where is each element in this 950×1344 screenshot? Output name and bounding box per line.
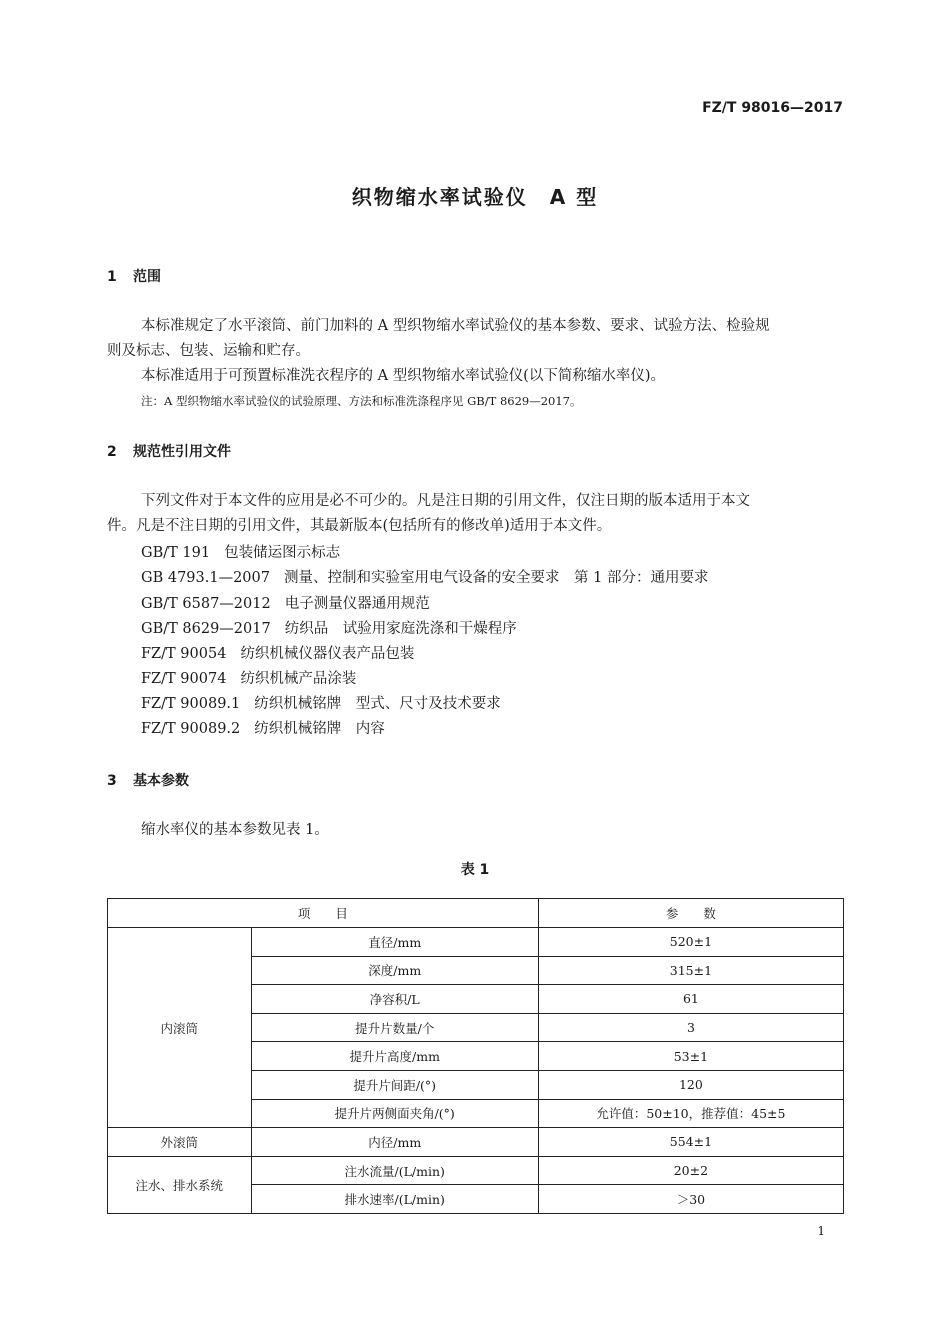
param-name: 注水流量/(L/min) — [251, 1156, 538, 1185]
param-value: 520±1 — [538, 928, 843, 957]
param-value: 20±2 — [538, 1156, 843, 1185]
scope-paragraph-1-line-1: 本标准规定了水平滚筒、前门加料的 A 型织物缩水率试验仪的基本参数、要求、试验方法、检验规 — [141, 318, 770, 334]
params-intro: 缩水率仪的基本参数见表 1。 — [141, 822, 329, 838]
section-2-heading — [107, 441, 231, 461]
param-value: 554±1 — [538, 1128, 843, 1157]
reference-title: 纺织机械仪器仪表产品包装 — [240, 646, 415, 662]
table-header-row — [108, 899, 844, 928]
param-value: ＞30 — [538, 1185, 843, 1214]
reference-item — [141, 617, 517, 638]
param-value: 3 — [538, 1013, 843, 1042]
reference-item — [141, 541, 340, 562]
section-number: 3 — [107, 773, 117, 789]
reference-code: GB/T 6587—2012 — [141, 596, 271, 612]
param-name: 内径/mm — [251, 1128, 538, 1157]
group-outer-drum: 外滚筒 — [108, 1128, 252, 1157]
parameters-table — [107, 898, 844, 1214]
reference-title: 电子测量仪器通用规范 — [284, 596, 430, 612]
param-name: 排水速率/(L/min) — [251, 1185, 538, 1214]
param-name: 提升片高度/mm — [251, 1042, 538, 1071]
section-number: 2 — [107, 444, 117, 460]
reference-item — [141, 642, 414, 663]
table-row — [108, 928, 844, 957]
param-value: 61 — [538, 985, 843, 1014]
param-name: 提升片间距/(°) — [251, 1070, 538, 1099]
reference-title: 纺织品 试验用家庭洗涤和干燥程序 — [284, 621, 517, 637]
reference-title: 纺织机械产品涂装 — [240, 671, 357, 687]
header-item: 项 目 — [108, 899, 539, 928]
table-row — [108, 1128, 844, 1157]
group-water-system: 注水、排水系统 — [108, 1156, 252, 1213]
section-number: 1 — [107, 269, 117, 285]
scope-paragraph-1-line-2: 则及标志、包装、运输和贮存。 — [107, 343, 310, 359]
group-inner-drum: 内滚筒 — [108, 928, 252, 1128]
document-title: 织物缩水率试验仪 A 型 — [351, 185, 599, 209]
reference-code: GB/T 8629—2017 — [141, 621, 271, 637]
reference-item — [141, 717, 385, 738]
reference-title: 测量、控制和实验室用电气设备的安全要求 第 1 部分：通用要求 — [284, 570, 709, 586]
table-row — [108, 1156, 844, 1185]
param-value: 120 — [538, 1070, 843, 1099]
param-name: 直径/mm — [251, 928, 538, 957]
reference-title: 纺织机械铭牌 内容 — [254, 721, 385, 737]
param-value: 允许值：50±10，推荐值：45±5 — [538, 1099, 843, 1128]
section-title: 规范性引用文件 — [133, 444, 231, 460]
refs-intro-line-2: 件。凡是不注日期的引用文件，其最新版本(包括所有的修改单)适用于本文件。 — [107, 518, 612, 534]
table-caption: 表 1 — [460, 862, 490, 878]
param-name: 深度/mm — [251, 956, 538, 985]
scope-paragraph-2: 本标准适用于可预置标准洗衣程序的 A 型织物缩水率试验仪(以下简称缩水率仪)。 — [141, 368, 666, 384]
section-1-heading — [107, 266, 161, 286]
reference-item — [141, 566, 708, 587]
reference-code: GB 4793.1—2007 — [141, 570, 270, 586]
reference-code: FZ/T 90054 — [141, 646, 227, 662]
section-title: 范围 — [133, 269, 161, 285]
reference-item — [141, 692, 501, 713]
standard-code: FZ/T 98016—2017 — [702, 100, 843, 116]
reference-item — [141, 592, 430, 613]
param-name: 提升片两侧面夹角/(°) — [251, 1099, 538, 1128]
scope-note: 注：A 型织物缩水率试验仪的试验原理、方法和标准洗涤程序见 GB/T 8629—2017。 — [141, 394, 582, 408]
param-name: 提升片数量/个 — [251, 1013, 538, 1042]
reference-title: 纺织机械铭牌 型式、尺寸及技术要求 — [254, 696, 501, 712]
param-value: 53±1 — [538, 1042, 843, 1071]
param-value: 315±1 — [538, 956, 843, 985]
param-name: 净容积/L — [251, 985, 538, 1014]
reference-code: GB/T 191 — [141, 545, 211, 561]
reference-title: 包装储运图示标志 — [224, 545, 341, 561]
reference-code: FZ/T 90074 — [141, 671, 227, 687]
section-3-heading — [107, 770, 189, 790]
page-number: 1 — [817, 1224, 825, 1238]
reference-code: FZ/T 90089.2 — [141, 721, 241, 737]
header-value: 参 数 — [538, 899, 843, 928]
refs-intro-line-1: 下列文件对于本文件的应用是必不可少的。凡是注日期的引用文件，仅注日期的版本适用于本文 — [141, 493, 750, 509]
section-title: 基本参数 — [133, 773, 189, 789]
reference-code: FZ/T 90089.1 — [141, 696, 241, 712]
reference-item — [141, 667, 356, 688]
